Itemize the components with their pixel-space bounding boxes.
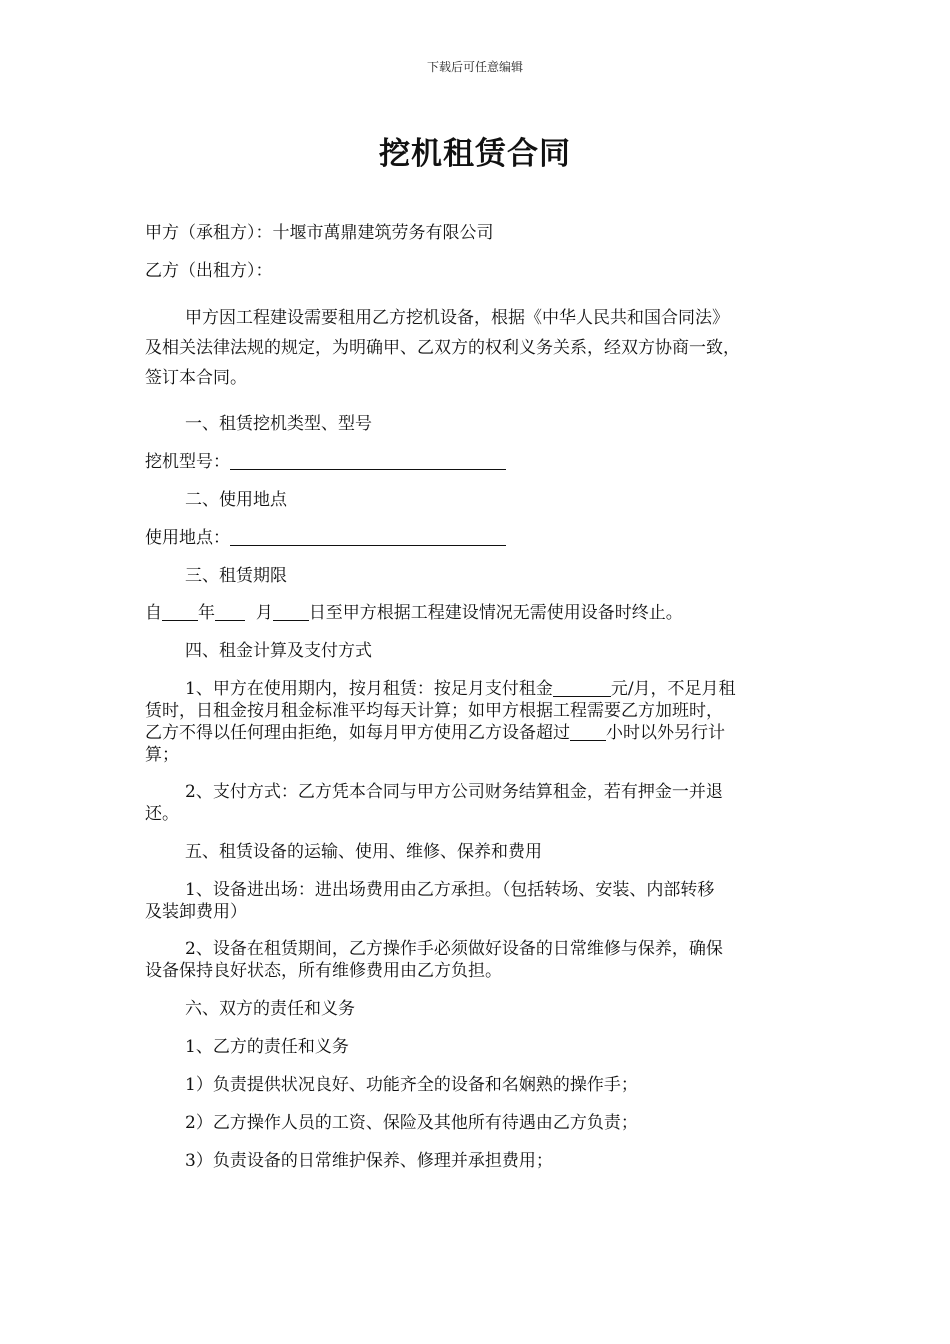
usage-location-blank[interactable] xyxy=(230,529,506,546)
s5-item2-line-2: 设备保持良好状态，所有维修费用由乙方负担。 xyxy=(145,961,502,981)
section-2-heading: 二、使用地点 xyxy=(185,490,287,510)
s4-item1-l3-part-b: 小时以外另行计 xyxy=(606,723,725,743)
s4-item2-line-2: 还。 xyxy=(145,804,179,824)
s4-item2-line-1: 2、支付方式：乙方凭本合同与甲方公司财务结算租金，若有押金一并退 xyxy=(185,782,723,802)
year-blank[interactable] xyxy=(162,604,198,621)
s4-item1-line-2: 赁时，日租金按月租金标准平均每天计算；如甲方根据工程需要乙方加班时， xyxy=(145,701,723,721)
month-blank[interactable] xyxy=(215,604,245,621)
header-note: 下载后可任意编辑 xyxy=(426,60,523,74)
excavator-model-blank[interactable] xyxy=(230,453,506,470)
s5-item1-line-1: 1、设备进出场：进出场费用由乙方承担。（包括转场、安装、内部转移 xyxy=(185,880,715,900)
s4-item1-line-1 xyxy=(185,678,850,700)
s6-item-1: 1）负责提供状况良好、功能齐全的设备和名娴熟的操作手； xyxy=(185,1075,638,1095)
s6-item-2: 2）乙方操作人员的工资、保险及其他所有待遇由乙方负责； xyxy=(185,1113,638,1133)
s4-item1-part-a: 1、甲方在使用期内，按月租赁：按足月支付租金 xyxy=(185,679,553,699)
page-title: 挖机租赁合同 xyxy=(379,136,571,172)
monthly-rent-blank[interactable] xyxy=(553,680,611,697)
intro-line-1: 甲方因工程建设需要租用乙方挖机设备，根据《中华人民共和国合同法》 xyxy=(185,308,729,328)
usage-location-label: 使用地点： xyxy=(145,528,230,548)
section-5-heading: 五、租赁设备的运输、使用、维修、保养和费用 xyxy=(185,842,542,862)
overtime-hours-blank[interactable] xyxy=(570,724,606,741)
term-year: 年 xyxy=(198,603,215,623)
usage-location-field xyxy=(145,527,810,549)
s4-item1-part-b: 元/月，不足月租 xyxy=(610,679,736,699)
s5-item2-line-1: 2、设备在租赁期间，乙方操作手必须做好设备的日常维修与保养，确保 xyxy=(185,939,723,959)
s6-sub1: 1、乙方的责任和义务 xyxy=(185,1037,349,1057)
section-6-heading: 六、双方的责任和义务 xyxy=(185,999,355,1019)
term-rest: 日至甲方根据工程建设情况无需使用设备时终止。 xyxy=(308,603,683,623)
excavator-model-field xyxy=(145,451,810,473)
day-blank[interactable] xyxy=(273,604,309,621)
s4-item1-l3-part-a: 乙方不得以任何理由拒绝，如每月甲方使用乙方设备超过 xyxy=(145,723,570,743)
intro-line-2: 及相关法律法规的规定，为明确甲、乙双方的权利义务关系，经双方协商一致， xyxy=(145,338,740,358)
intro-line-3: 签订本合同。 xyxy=(145,368,247,388)
party-a-line: 甲方（承租方）：十堰市萬鼎建筑劳务有限公司 xyxy=(145,223,494,243)
section-1-heading: 一、租赁挖机类型、型号 xyxy=(185,414,372,434)
term-zi: 自 xyxy=(145,603,162,623)
lease-term-line xyxy=(145,602,810,624)
excavator-model-label: 挖机型号： xyxy=(145,452,230,472)
term-month: 月 xyxy=(255,603,273,623)
s6-item-3: 3）负责设备的日常维护保养、修理并承担费用； xyxy=(185,1151,553,1171)
s5-item1-line-2: 及装卸费用） xyxy=(145,902,247,922)
section-3-heading: 三、租赁期限 xyxy=(185,566,287,586)
s4-item1-line-3 xyxy=(145,722,810,744)
section-4-heading: 四、租金计算及支付方式 xyxy=(185,641,372,661)
party-b-line: 乙方（出租方）： xyxy=(145,261,273,281)
s4-item1-line-4: 算； xyxy=(145,745,179,765)
